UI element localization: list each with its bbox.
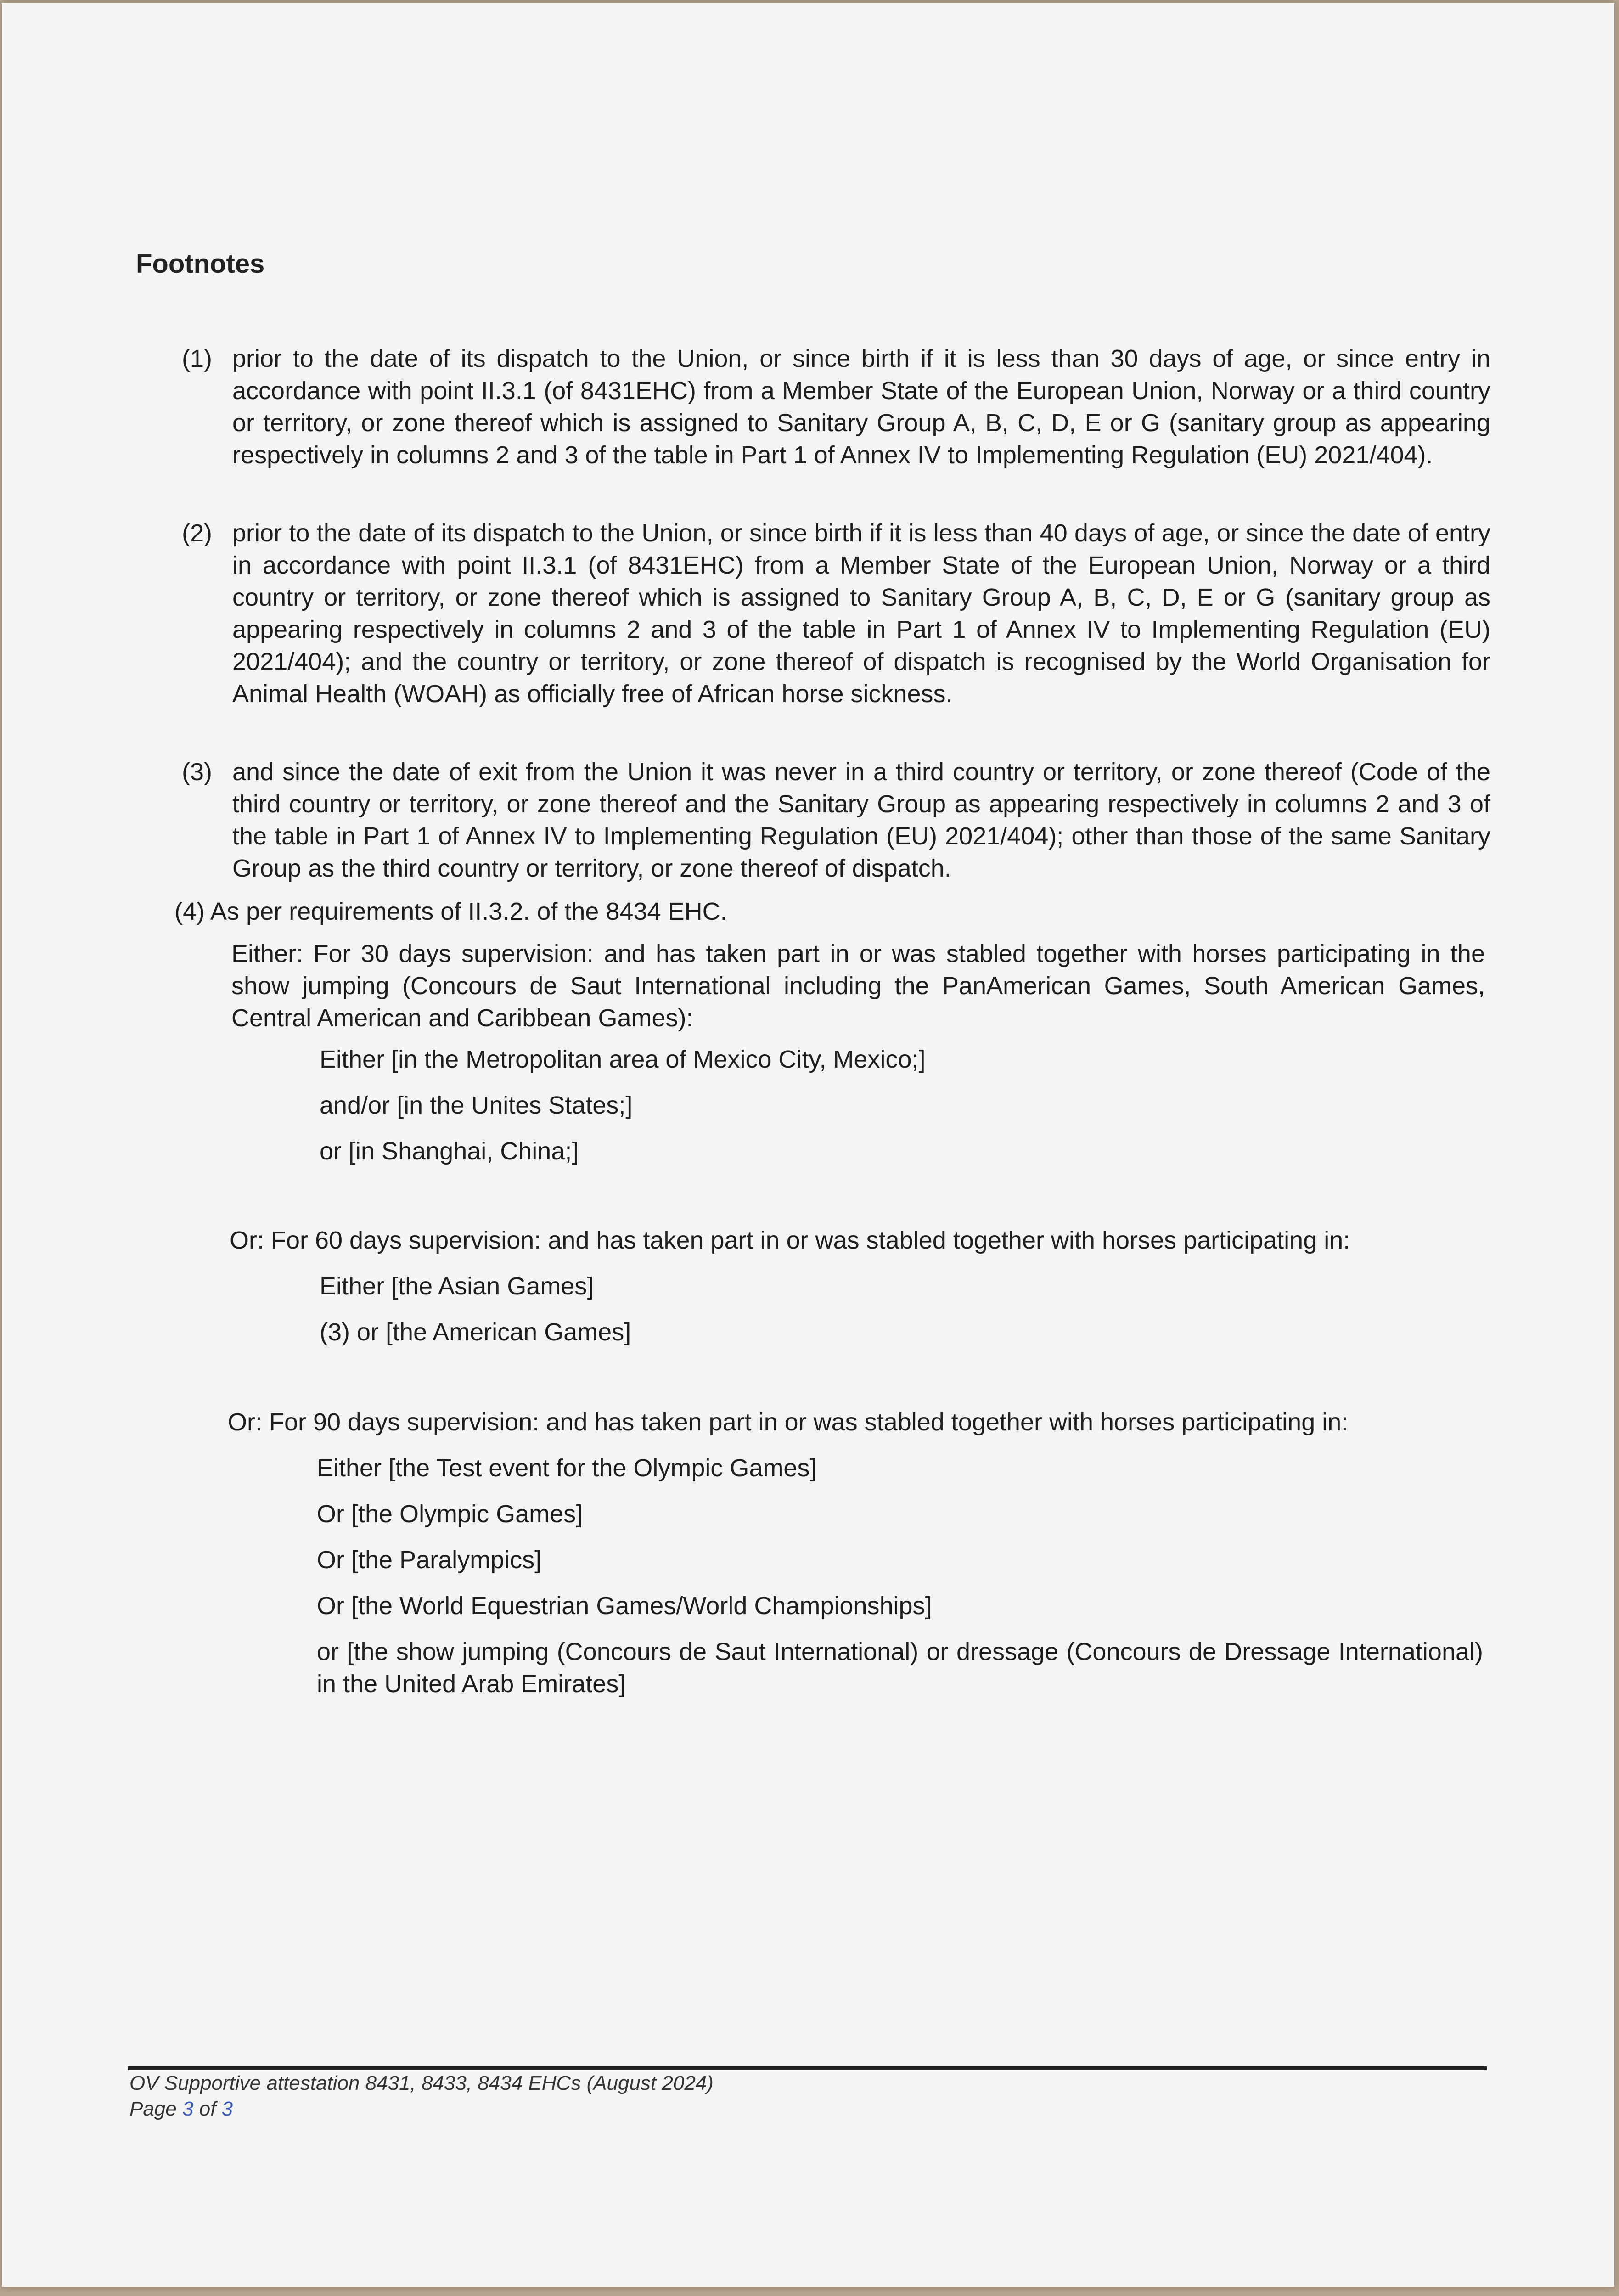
list-item: Either [in the Metropolitan area of Mexico City, Mexico;] xyxy=(320,1046,926,1073)
footnote-4-either-30-days: Either: For 30 days supervision: and has taken part in or was stabled together with horses participating in the show jumping (Concours de Saut International including the PanAmerican Games, South American Games, Central American and Caribbean Games): xyxy=(231,940,1485,1032)
list-item: or [in Shanghai, China;] xyxy=(320,1137,579,1165)
list-item: (3) or [the American Games] xyxy=(320,1318,631,1346)
footnote-4-intro: (4) As per requirements of II.3.2. of the 8434 EHC. xyxy=(174,898,727,925)
list-item: Or [the World Equestrian Games/World Championships] xyxy=(317,1592,932,1620)
footer-title: OV Supportive attestation 8431, 8433, 8434 EHCs (August 2024) xyxy=(129,2072,714,2094)
footer-page-number xyxy=(129,2098,233,2121)
total-pages: 3 xyxy=(221,2098,233,2120)
list-item: or [the show jumping (Concours de Saut International) or dressage (Concours de Dressage International) in the United Arab Emirates] xyxy=(317,1638,1483,1698)
document-page xyxy=(2,3,1614,2287)
list-item: Either [the Asian Games] xyxy=(320,1272,594,1300)
footnote-4-or-90-days: Or: For 90 days supervision: and has taken part in or was stabled together with horses participating in: xyxy=(228,1408,1349,1436)
list-item: Or [the Paralympics] xyxy=(317,1546,542,1574)
footer-divider xyxy=(128,2066,1487,2070)
footnote-number: (3) xyxy=(182,758,212,786)
list-item: Or [the Olympic Games] xyxy=(317,1500,583,1528)
footnotes-heading: Footnotes xyxy=(136,249,265,279)
current-page: 3 xyxy=(182,2098,194,2120)
page-separator: of xyxy=(193,2098,222,2120)
list-item: and/or [in the Unites States;] xyxy=(320,1092,633,1119)
footnote-4-or-60-days: Or: For 60 days supervision: and has taken part in or was stabled together with horses participating in: xyxy=(230,1227,1350,1254)
page-prefix: Page xyxy=(129,2098,182,2120)
footnote-number: (1) xyxy=(182,345,212,372)
footnote-text: and since the date of exit from the Union it was never in a third country or territory, or zone thereof (Code of the third country or territory, or zone thereof and the Sanitary Group as appearing respectively in columns 2 and 3 of the table in Part 1 of Annex IV to Implementing Regulation (EU) 2021/404); other than those of the same Sanitary Group as the third country or territory, or zone thereof of dispatch. xyxy=(232,758,1490,882)
footnote-text: prior to the date of its dispatch to the Union, or since birth if it is less than 40 days of age, or since the date of entry in accordance with point II.3.1 (of 8431EHC) from a Member State of the European Union, Norway or a third country or territory, or zone thereof which is assigned to Sanitary Group A, B, C, D, E or G (sanitary group as appearing respectively in columns 2 and 3 of the table in Part 1 of Annex IV to Implementing Regulation (EU) 2021/404); and the country or territory, or zone thereof of dispatch is recognised by the World Organisation for Animal Health (WOAH) as officially free of African horse sickness. xyxy=(232,519,1490,708)
footnote-number: (2) xyxy=(182,519,212,547)
list-item: Either [the Test event for the Olympic Games] xyxy=(317,1454,817,1482)
footnote-text: prior to the date of its dispatch to the Union, or since birth if it is less than 30 days of age, or since entry in accordance with point II.3.1 (of 8431EHC) from a Member State of the European Union, Norway or a third country or territory, or zone thereof which is assigned to Sanitary Group A, B, C, D, E or G (sanitary group as appearing respectively in columns 2 and 3 of the table in Part 1 of Annex IV to Implementing Regulation (EU) 2021/404). xyxy=(232,345,1490,469)
